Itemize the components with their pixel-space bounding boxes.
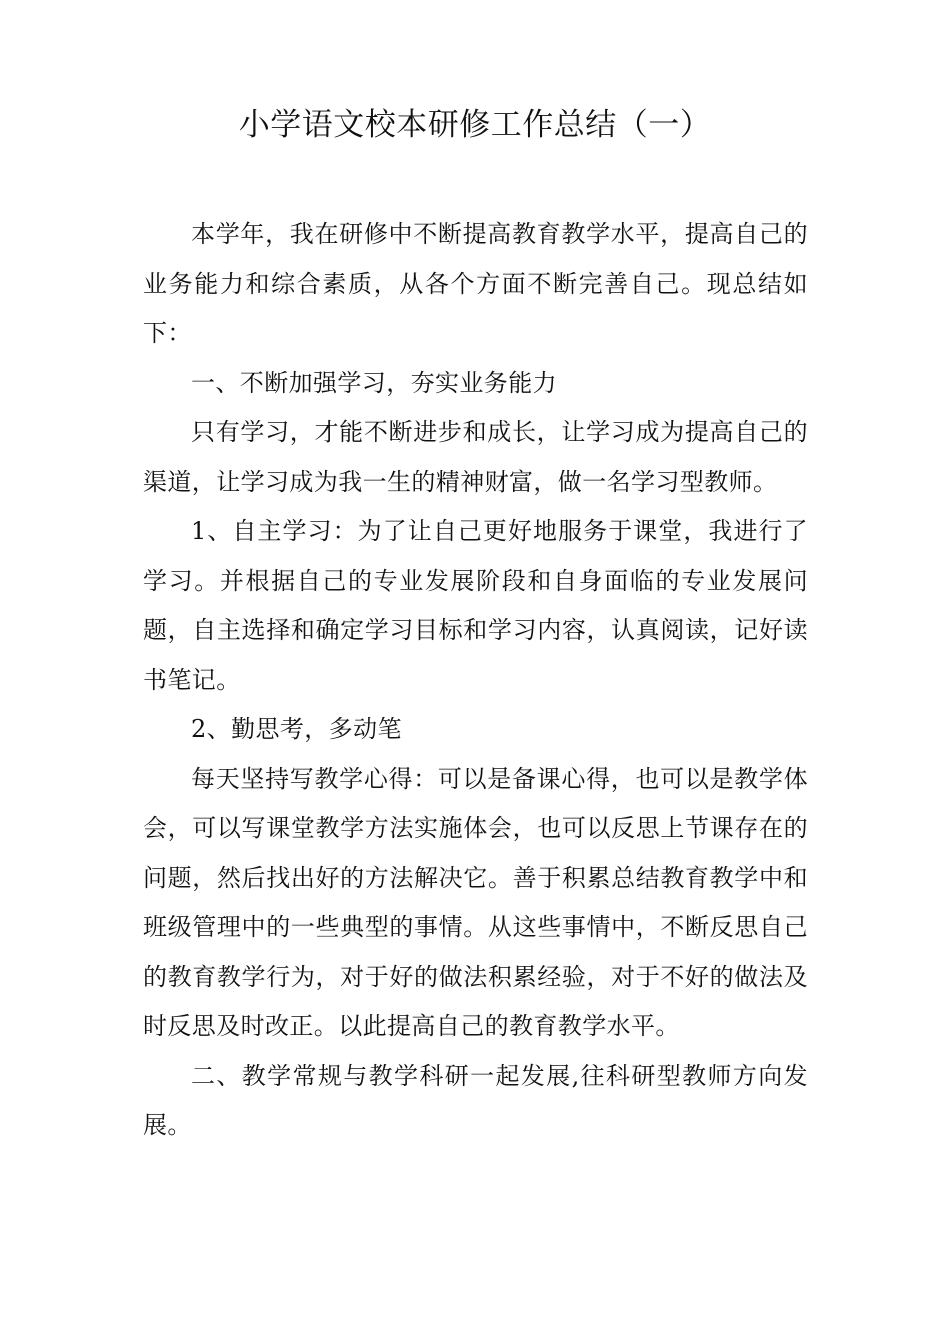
heading-section-two: 二、教学常规与教学科研一起发展,往科研型教师方向发展。 [143,1061,808,1139]
document-title: 小学语文校本研修工作总结（一） [238,107,712,143]
paragraph-daily-reflection: 每天坚持写教学心得：可以是备课心得，也可以是教学体会，可以写课堂教学方法实施体会，也可以反思上节课存在的问题，然后找出好的方法解决它。善于积累总结教育教学中和班级管理中的一些典型的事情。从这些事情中，不断反思自己的教育教学行为，对于好的做法积累经验，对于不好的做法及时反思及时改正。以此提高自己的教育教学水平。 [143,764,808,1040]
paragraph-learning: 只有学习，才能不断进步和成长，让学习成为提高自己的渠道，让学习成为我一生的精神财富，做一名学习型教师。 [143,418,808,496]
document-body [143,210,808,1151]
heading-think-write: 2、勤思考，多动笔 [191,715,402,743]
paragraph-self-study: 1、自主学习：为了让自己更好地服务于课堂，我进行了学习。并根据自己的专业发展阶段和自身面临的专业发展问题，自主选择和确定学习目标和学习内容，认真阅读，记好读书笔记。 [143,517,808,694]
paragraph-intro: 本学年，我在研修中不断提高教育教学水平，提高自己的业务能力和综合素质，从各个方面不断完善自己。现总结如下： [143,220,808,347]
heading-section-one: 一、不断加强学习，夯实业务能力 [191,368,557,397]
